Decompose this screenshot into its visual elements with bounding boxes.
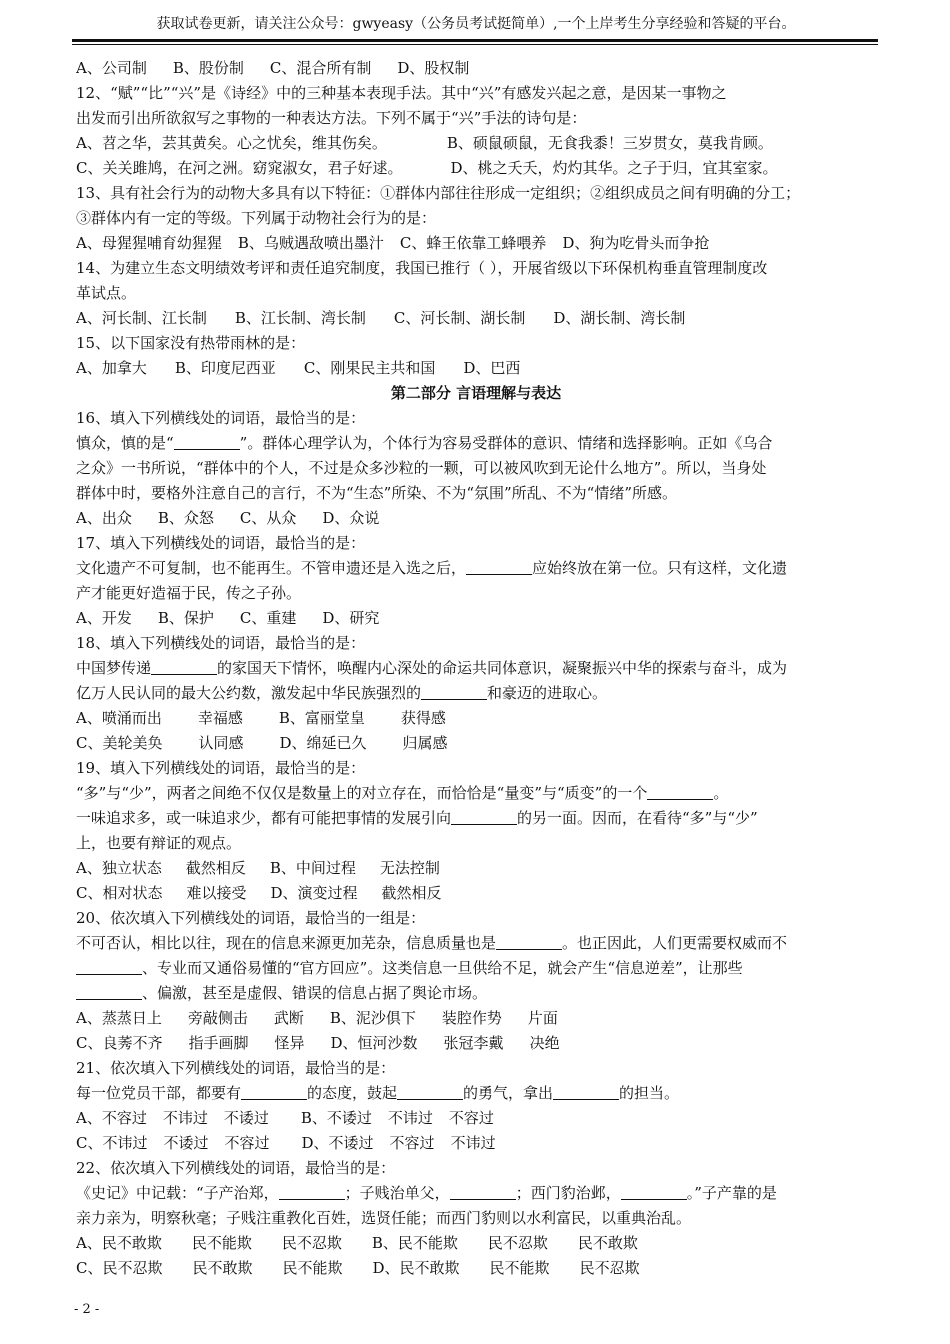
option-text: 民不能欺 <box>282 1259 343 1277</box>
answer-blank <box>174 435 240 450</box>
option-text: A、母猩猩哺育幼猩猩 <box>76 234 222 252</box>
option-text: B、泥沙俱下 <box>329 1009 416 1027</box>
option-text: D、湖长制、湾长制 <box>553 309 686 327</box>
text-line: 22、依次填入下列横线处的词语，最恰当的是： <box>76 1159 396 1177</box>
line-text: 《史记》中记载：“子产治郑， <box>76 1184 279 1202</box>
option-text: 获得感 <box>400 709 446 727</box>
line-text: 的勇气，拿出 <box>463 1084 554 1102</box>
text-line: 14、为建立生态文明绩效考评和责任追究制度，我国已推行（ ），开展省级以下环保机构垂直管理制度改 <box>76 259 768 277</box>
answer-blank <box>76 960 142 975</box>
text-line: 19、填入下列横线处的词语，最恰当的是： <box>76 759 366 777</box>
fill-blank-line <box>76 431 876 456</box>
fill-blank-line <box>76 781 876 806</box>
text-line: 之众》一书所说，“群体中的个人，不过是众多沙粒的一颗，可以被风吹到无论什么地方”。所以，当身处 <box>76 459 767 477</box>
answer-blank <box>553 1085 619 1100</box>
option-text: C、美轮美奂 <box>76 734 163 752</box>
line-text: 一味追求多，或一味追求少，都有可能把事情的发展引向 <box>76 809 452 827</box>
text-line: 亲力亲为，明察秋毫；子贱注重教化百姓，选贤任能；而西门豹则以水利富民，以重典治乱。 <box>76 1209 692 1227</box>
option-text: 幸福感 <box>197 709 243 727</box>
option-text: C、相对状态 <box>76 884 163 902</box>
option-text: D、恒河沙数 <box>330 1034 418 1052</box>
option-text: 旁敲侧击 <box>187 1009 248 1027</box>
text-line: 15、以下国家没有热带雨林的是： <box>76 334 306 352</box>
option-text: A、出众 <box>76 509 132 527</box>
option-text: 无法控制 <box>379 859 440 877</box>
document-body <box>76 56 876 1281</box>
fill-blank-line <box>76 681 876 706</box>
answer-blank <box>647 785 713 800</box>
option-text: B、民不能欺 <box>371 1234 458 1252</box>
option-text: D、桃之夭夭，灼灼其华。之子于归，宜其室家。 <box>450 159 778 177</box>
text-line: 群体中时，要格外注意自己的言行，不为“生态”所染、不为“氛围”所乱、不为“情绪”所感。 <box>76 484 678 502</box>
text-line: 革试点。 <box>76 284 137 302</box>
text-line: 17、填入下列横线处的词语，最恰当的是： <box>76 534 366 552</box>
fill-blank-line <box>76 656 876 681</box>
line-text: 和豪迈的进取心。 <box>487 684 608 702</box>
option-text: 不容过 <box>448 1109 494 1127</box>
page-number: - 2 - <box>74 1302 100 1317</box>
option-text: C、刚果民主共和国 <box>303 359 436 377</box>
option-text: C、蜂王依靠工蜂喂养 <box>399 234 547 252</box>
option-text: C、不讳过 <box>76 1134 148 1152</box>
options-line <box>76 1231 876 1256</box>
line-text: 的态度，鼓起 <box>307 1084 398 1102</box>
option-text: B、江长制、湾长制 <box>234 309 366 327</box>
option-text: B、印度尼西亚 <box>174 359 276 377</box>
answer-blank <box>151 660 217 675</box>
option-text: 不容过 <box>224 1134 270 1152</box>
option-text: 武断 <box>273 1009 304 1027</box>
option-text: B、保护 <box>157 609 214 627</box>
option-text: D、研究 <box>322 609 380 627</box>
option-text: A、加拿大 <box>76 359 147 377</box>
option-text: A、蒸蒸日上 <box>76 1009 162 1027</box>
answer-blank <box>76 985 142 1000</box>
options-line <box>76 506 876 531</box>
option-text: 不讳过 <box>387 1109 433 1127</box>
text-line: 18、填入下列横线处的词语，最恰当的是： <box>76 634 366 652</box>
text-line: ③群体内有一定的等级。下列属于动物社会行为的是： <box>76 209 437 227</box>
text-line: 12、“赋”“比”“兴”是《诗经》中的三种基本表现手法。其中“兴”有感发兴起之意，是因某一事物之 <box>76 84 727 102</box>
option-text: 归属感 <box>402 734 448 752</box>
option-text: 装腔作势 <box>441 1009 502 1027</box>
option-text: 民不能欺 <box>489 1259 550 1277</box>
option-text: 不讳过 <box>162 1109 208 1127</box>
option-text: 张冠李戴 <box>443 1034 504 1052</box>
option-text: C、混合所有制 <box>269 59 372 77</box>
option-text: D、演变过程 <box>270 884 358 902</box>
line-text: 不可否认，相比以往，现在的信息来源更加芜杂，信息质量也是 <box>76 934 497 952</box>
option-text: 民不忍欺 <box>487 1234 548 1252</box>
option-text: 民不忍欺 <box>281 1234 342 1252</box>
line-text: ”。群体心理学认为，个体行为容易受群体的意识、情绪和选择影响。正如《乌合 <box>239 434 773 452</box>
options-line <box>76 56 876 81</box>
option-text: D、绵延已久 <box>279 734 367 752</box>
line-text: 慎众，慎的是“ <box>76 434 174 452</box>
option-text: 认同感 <box>198 734 244 752</box>
line-text: 、专业而又通俗易懂的“官方回应”。这类信息一旦供给不足，就会产生“信息逆差”，让那些 <box>142 959 743 977</box>
option-text: 民不敢欺 <box>192 1259 253 1277</box>
option-text: 不讳过 <box>450 1134 496 1152</box>
fill-blank-line <box>76 1181 876 1206</box>
option-text: D、众说 <box>322 509 380 527</box>
line-text: “多”与“少”，两者之间绝不仅仅是数量上的对立存在，而恰恰是“量变”与“质变”的一个 <box>76 784 648 802</box>
line-text: 。 <box>713 784 729 802</box>
option-text: 决绝 <box>529 1034 560 1052</box>
options-line <box>76 156 876 181</box>
line-text: ；西门豹治邺， <box>515 1184 621 1202</box>
option-text: C、关关雎鸠，在河之洲。窈窕淑女，君子好逑。 <box>76 159 403 177</box>
option-text: 民不能欺 <box>191 1234 252 1252</box>
answer-blank <box>466 560 532 575</box>
option-text: A、开发 <box>76 609 132 627</box>
answer-blank <box>450 1185 516 1200</box>
options-line <box>76 731 876 756</box>
options-line <box>76 1006 876 1031</box>
answer-blank <box>451 810 517 825</box>
option-text: B、硕鼠硕鼠，无食我黍！三岁贯女，莫我肯顾。 <box>446 134 773 152</box>
option-text: B、股份制 <box>172 59 244 77</box>
option-text: 指手画脚 <box>188 1034 249 1052</box>
option-text: 不诿过 <box>223 1109 269 1127</box>
answer-blank <box>279 1185 345 1200</box>
option-text: D、不诿过 <box>301 1134 374 1152</box>
options-line <box>76 1256 876 1281</box>
option-text: A、公司制 <box>76 59 147 77</box>
option-text: B、不诿过 <box>300 1109 372 1127</box>
option-text: A、河长制、江长制 <box>76 309 207 327</box>
option-text: 民不忍欺 <box>579 1259 640 1277</box>
line-text: 。也正因此，人们更需要权威而不 <box>562 934 788 952</box>
option-text: C、从众 <box>239 509 297 527</box>
text-line: 13、具有社会行为的动物大多具有以下特征：①群体内部往往形成一定组织；②组织成员之间有明确的分工； <box>76 184 801 202</box>
text-line: 上，也要有辩证的观点。 <box>76 834 242 852</box>
option-text: A、喷涌而出 <box>76 709 162 727</box>
fill-blank-line <box>76 931 876 956</box>
text-line: 21、依次填入下列横线处的词语，最恰当的是： <box>76 1059 396 1077</box>
option-text: 怪异 <box>274 1034 305 1052</box>
answer-blank <box>421 685 487 700</box>
options-line <box>76 606 876 631</box>
option-text: 截然相反 <box>185 859 246 877</box>
fill-blank-line <box>76 556 876 581</box>
answer-blank <box>496 935 562 950</box>
options-line <box>76 356 876 381</box>
options-line <box>76 1131 876 1156</box>
option-text: C、良莠不齐 <box>76 1034 163 1052</box>
option-text: B、中间过程 <box>269 859 356 877</box>
answer-blank <box>397 1085 463 1100</box>
options-line <box>76 306 876 331</box>
option-text: D、股权制 <box>397 59 470 77</box>
options-line <box>76 131 876 156</box>
line-text: ；子贱治单父， <box>344 1184 450 1202</box>
option-text: D、民不敢欺 <box>372 1259 460 1277</box>
option-text: 难以接受 <box>186 884 247 902</box>
fill-blank-line <box>76 981 876 1006</box>
header-rule-thick <box>72 39 878 42</box>
option-text: C、河长制、湖长制 <box>393 309 526 327</box>
option-text: B、富丽堂皇 <box>278 709 365 727</box>
line-text: 每一位党员干部，都要有 <box>76 1084 242 1102</box>
option-text: C、重建 <box>239 609 297 627</box>
option-text: 片面 <box>527 1009 558 1027</box>
option-text: 不诿过 <box>163 1134 209 1152</box>
option-text: A、民不敢欺 <box>76 1234 162 1252</box>
option-text: D、巴西 <box>463 359 521 377</box>
option-text: B、众怒 <box>157 509 214 527</box>
text-line: 出发而引出所欲叙写之事物的一种表达方法。下列不属于“兴”手法的诗句是： <box>76 109 587 127</box>
section-heading: 第二部分 言语理解与表达 <box>390 384 562 402</box>
options-line <box>76 706 876 731</box>
option-text: A、不容过 <box>76 1109 147 1127</box>
option-text: C、民不忍欺 <box>76 1259 163 1277</box>
header-rule-thin <box>72 44 878 45</box>
fill-blank-line <box>76 956 876 981</box>
line-text: 应始终放在第一位。只有这样，文化遗 <box>532 559 788 577</box>
option-text: B、乌贼遇敌喷出墨汁 <box>237 234 384 252</box>
line-text: 的担当。 <box>619 1084 680 1102</box>
line-text: 的另一面。因而，在看待“多”与“少” <box>517 809 758 827</box>
answer-blank <box>621 1185 687 1200</box>
options-line <box>76 231 876 256</box>
text-line: 20、依次填入下列横线处的词语，最恰当的一组是： <box>76 909 426 927</box>
answer-blank <box>241 1085 307 1100</box>
fill-blank-line <box>76 1081 876 1106</box>
options-line <box>76 856 876 881</box>
fill-blank-line <box>76 806 876 831</box>
options-line <box>76 1031 876 1056</box>
text-line: 产才能更好造福于民，传之子孙。 <box>76 584 302 602</box>
options-line <box>76 1106 876 1131</box>
text-line: 16、填入下列横线处的词语，最恰当的是： <box>76 409 366 427</box>
option-text: 民不敢欺 <box>577 1234 638 1252</box>
line-text: 文化遗产不可复制，也不能再生。不管申遗还是入选之后， <box>76 559 467 577</box>
option-text: 截然相反 <box>381 884 442 902</box>
options-line <box>76 881 876 906</box>
line-text: 的家国天下情怀，唤醒内心深处的命运共同体意识，凝聚振兴中华的探索与奋斗，成为 <box>217 659 788 677</box>
option-text: A、苕之华，芸其黄矣。心之忧矣，维其伤矣。 <box>76 134 387 152</box>
page-header: 获取试卷更新，请关注公众号：gwyeasy（公务员考试挺简单）,一个上岸考生分享经验和答疑的平台。 <box>156 16 796 32</box>
option-text: D、狗为吃骨头而争抢 <box>562 234 710 252</box>
line-text: 、偏激，甚至是虚假、错误的信息占据了舆论市场。 <box>142 984 488 1002</box>
line-text: 亿万人民认同的最大公约数，激发起中华民族强烈的 <box>76 684 422 702</box>
line-text: 中国梦传递 <box>76 659 152 677</box>
line-text: 。”子产靠的是 <box>686 1184 777 1202</box>
option-text: 不容过 <box>389 1134 435 1152</box>
option-text: A、独立状态 <box>76 859 162 877</box>
